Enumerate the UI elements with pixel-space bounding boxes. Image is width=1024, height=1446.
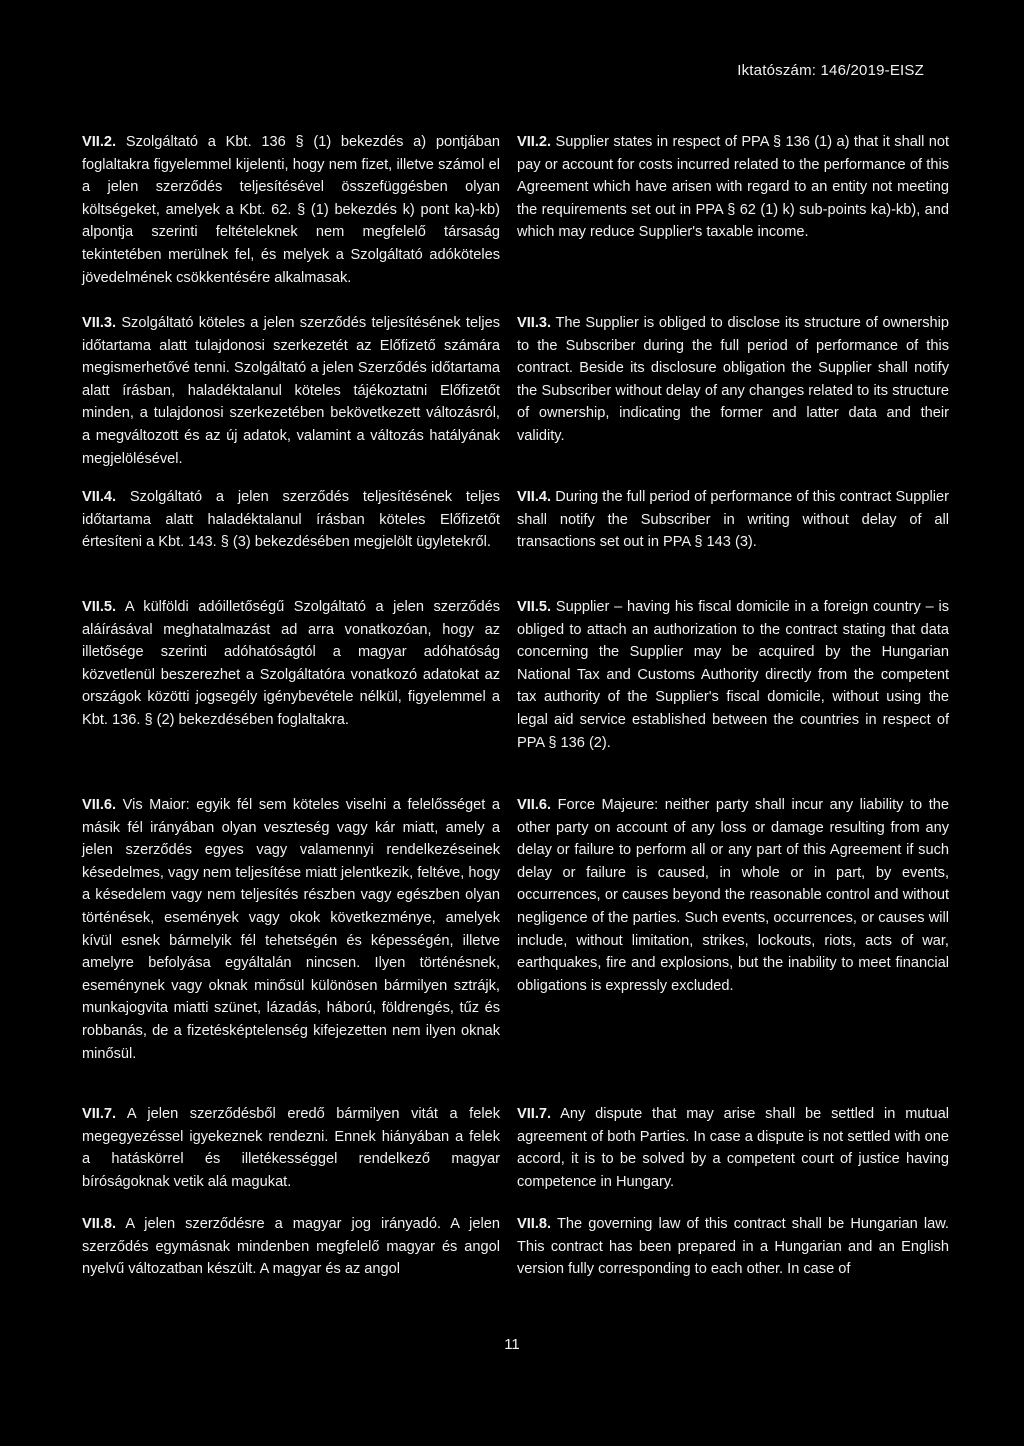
clause-text: Szolgáltató köteles a jelen szerződés teljesítésének teljes időtartama alatt tulajdonosi szerkezetét az Előfizető számára megismerhetővé tenni. Szolgáltató a jelen Szerződés időtartama alatt írásban, haladéktalanul köteles tájékoztatni Előfizetőt minden, a tulajdonosi szerkezetében bekövetkezett változásról, a megváltozott és az új adatok, valamint a változás hatályának megjelölésével. — [82, 315, 500, 467]
english-clause — [517, 312, 949, 448]
hungarian-clause — [82, 1213, 500, 1281]
clause-number: VII.4. — [82, 489, 117, 505]
clause-text: Any dispute that may arise shall be settled in mutual agreement of both Parties. In case a dispute is not settled with one accord, it is to be solved by a competent court of justice having competence in Hungary. — [517, 1106, 950, 1190]
clause-number: VII.7. — [82, 1106, 117, 1122]
hungarian-clause — [82, 486, 500, 554]
hungarian-clause — [82, 596, 500, 732]
clause-text: Supplier – having his fiscal domicile in a foreign country – is obliged to attach an authorization to the contract stating that data concerning the Supplier may be acquired by the Hungarian National Tax and Customs Authority directly from the competent tax authority of the Supplier's fiscal domicile, without using the legal aid service established between the countries in respect of PPA § 136 (2). — [517, 599, 950, 751]
english-clause — [517, 1213, 949, 1281]
clause-number: VII.5. — [82, 599, 117, 615]
clause-text: Szolgáltató a Kbt. 136 § (1) bekezdés a) pontjában foglaltakra figyelemmel kijelenti, hogy nem fizet, illetve számol el a jelen szerződés teljesítésével összefüggésben olyan költségeket, amelyek a Kbt. 62. § (1) bekezdés k) pont ka)-kb) alpontja szerinti feltételeknek nem megfelelő társaság tekintetében merülnek fel, és melyek a Szolgáltató adóköteles jövedelmének csökkentésére alkalmasak. — [82, 134, 500, 286]
english-clause — [517, 1103, 949, 1193]
clause-number: VII.6. — [82, 797, 117, 813]
clause-text: A jelen szerződésre a magyar jog irányadó. A jelen szerződés egymásnak mindenben megfelelő magyar és angol nyelvű változatban készült. A magyar és az angol — [82, 1216, 501, 1278]
clause-text: Supplier states in respect of PPA § 136 (1) a) that it shall not pay or account for costs incurred related to the performance of this Agreement which have arisen with regard to an entity not meeting the requirements set out in PPA § 62 (1) k) sub-points ka)-kb), and which may reduce Supplier's taxable income. — [517, 134, 950, 241]
clause-text: Szolgáltató a jelen szerződés teljesítésének teljes időtartama alatt haladéktalanul írásban köteles Előfizetőt értesíteni a Kbt. 143. § (3) bekezdésében megjelölt ügyletekről. — [82, 489, 500, 551]
clause-number: VII.8. — [517, 1216, 552, 1232]
clause-number: VII.3. — [517, 315, 552, 331]
hungarian-clause — [82, 794, 500, 1065]
clause-number: VII.3. — [82, 315, 117, 331]
hungarian-clause — [82, 1103, 500, 1193]
clause-number: VII.4. — [517, 489, 552, 505]
hungarian-clause — [82, 131, 500, 289]
english-clause — [517, 486, 949, 554]
clause-text: Force Majeure: neither party shall incur any liability to the other party on account of any loss or damage resulting from any delay or failure to perform all or any part of this Agreement if such delay or failure is caused, in whole or in part, by events, occurrences, or causes beyond the reasonable control and without negligence of the parties. Such events, occurrences, or causes will include, without limitation, strikes, lockouts, riots, acts of war, earthquakes, fire and explosions, but the inability to meet financial obligations is expressly excluded. — [517, 797, 949, 994]
clause-number: VII.8. — [82, 1216, 117, 1232]
clause-text: A jelen szerződésből eredő bármilyen vitát a felek megegyezéssel igyekeznek rendezni. Ennek hiányában a felek a hatáskörrel és illetékességgel rendelkező magyar bíróságoknak vetik alá magukat. — [82, 1106, 500, 1190]
clause-text: A külföldi adóilletőségű Szolgáltató a jelen szerződés aláírásával meghatalmazást ad arra vonatkozóan, hogy az illetősége szerinti adóhatóságtól a magyar adóhatóság közvetlenül beszerezhet a Szolgáltatóra vonatkozó adatokat az országok közötti jogsegély igénybevétele nélkül, figyelemmel a Kbt. 136. § (2) bekezdésében foglaltakra. — [82, 599, 500, 728]
clause-text: During the full period of performance of this contract Supplier shall notify the Subscriber in writing without delay of all transactions set out in PPA § 143 (3). — [517, 489, 949, 551]
english-clause — [517, 596, 949, 754]
clause-number: VII.7. — [517, 1106, 552, 1122]
clause-number: VII.5. — [517, 599, 552, 615]
clause-text: Vis Maior: egyik fél sem köteles viselni a felelősséget a másik fél irányában olyan veszteség vagy kár miatt, amely a jelen szerződés egyes vagy valamennyi rendelkezéseinek késedelmes, vagy nem teljesítése miatt jelentkezik, feltéve, hogy a késedelem vagy nem teljesítés részben vagy egészben olyan történések, események vagy okok következménye, amelyek kívül esnek bármelyik fél tehetségén és képességén, illetve amelyre befolyása egyáltalán nincsen. Ilyen történésnek, eseménynek vagy oknak minősül különösen bármilyen sztrájk, munkajogvita miatti szünet, lázadás, háború, földrengés, tűz és robbanás, de a fizetésképtelenség kifejezetten nem ilyen oknak minősül. — [82, 797, 500, 1062]
clause-number: VII.2. — [517, 134, 552, 150]
document-reference-number: Iktatószám: 146/2019-EISZ — [737, 62, 924, 79]
clause-number: VII.6. — [517, 797, 552, 813]
clause-text: The Supplier is obliged to disclose its structure of ownership to the Subscriber during the full period of performance of this contract. Beside its disclosure obligation the Supplier shall notify the Subscriber without delay of any changes related to its structure of ownership, indicating the former and latter data and their validity. — [517, 315, 949, 444]
english-clause — [517, 131, 949, 244]
clause-number: VII.2. — [82, 134, 117, 150]
english-clause — [517, 794, 949, 997]
hungarian-clause — [82, 312, 500, 470]
page-number: 11 — [504, 1336, 520, 1353]
clause-text: The governing law of this contract shall be Hungarian law. This contract has been prepared in a Hungarian and an English version fully corresponding to each other. In case of — [517, 1216, 949, 1278]
